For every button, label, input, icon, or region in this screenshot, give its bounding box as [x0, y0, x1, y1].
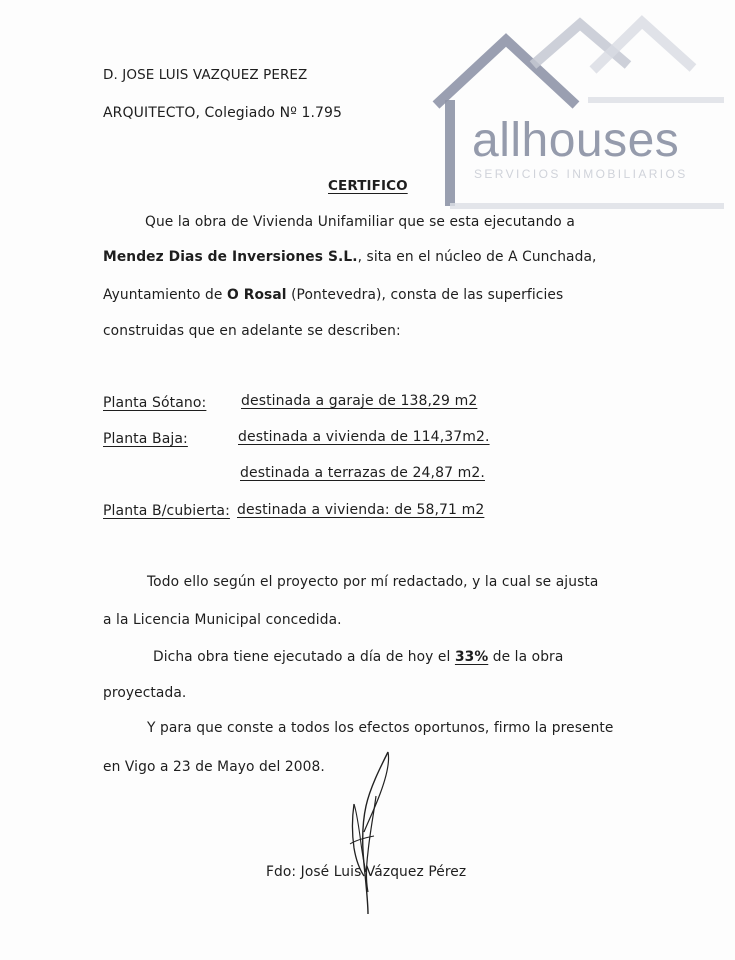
intro-line-2 — [103, 248, 597, 266]
body-p1-line2: a la Licencia Municipal concedida. — [103, 612, 342, 628]
watermark-tagline: SERVICIOS INMOBILIARIOS — [474, 167, 688, 181]
body-p1-line1: Todo ello según el proyecto por mí redactado, y la cual se ajusta — [147, 574, 599, 590]
intro-line-3-pre: Ayuntamiento de — [103, 287, 227, 303]
body-p2-line1 — [153, 648, 563, 666]
handwritten-signature — [340, 748, 410, 918]
terrazas-value: destinada a terrazas de 24,87 m2. — [240, 465, 485, 481]
planta-bajo-cubierta-value: destinada a vivienda: de 58,71 m2 — [237, 502, 485, 518]
planta-baja-label: Planta Baja: — [103, 431, 188, 447]
signature-label: Fdo: José Luis Vázquez Pérez — [266, 864, 467, 880]
body-p2-line2: proyectada. — [103, 685, 187, 701]
intro-line-3 — [103, 286, 563, 304]
planta-baja-value: destinada a vivienda de 114,37m2. — [238, 429, 490, 445]
intro-line-2-rest: , sita en el núcleo de A Cunchada, — [357, 249, 597, 265]
intro-line-1: Que la obra de Vivienda Unifamiliar que se esta ejecutando a — [145, 214, 575, 230]
body-p3-line2: en Vigo a 23 de Mayo del 2008. — [103, 759, 325, 775]
certificate-heading: CERTIFICO — [328, 178, 408, 194]
body-p2-pre: Dicha obra tiene ejecutado a día de hoy el — [153, 649, 455, 665]
architect-title: ARQUITECTO, Colegiado Nº 1.795 — [103, 105, 343, 121]
body-p3-line1: Y para que conste a todos los efectos oportunos, firmo la presente — [147, 720, 614, 736]
progress-percent: 33% — [454, 649, 489, 665]
architect-name: D. JOSE LUIS VAZQUEZ PEREZ — [103, 67, 308, 83]
company-name: Mendez Dias de Inversiones S.L. — [103, 249, 358, 265]
planta-sotano-value: destinada a garaje de 138,29 m2 — [241, 393, 478, 409]
planta-sotano-label: Planta Sótano: — [103, 395, 207, 411]
planta-bajo-cubierta-label: Planta B/cubierta: — [103, 503, 230, 519]
intro-line-4: construidas que en adelante se describen: — [103, 323, 401, 339]
intro-line-3-post: (Pontevedra), consta de las superficies — [286, 287, 564, 303]
municipality-name: O Rosal — [227, 287, 287, 303]
watermark-brand: allhouses — [472, 114, 680, 167]
body-p2-post: de la obra — [488, 649, 564, 665]
